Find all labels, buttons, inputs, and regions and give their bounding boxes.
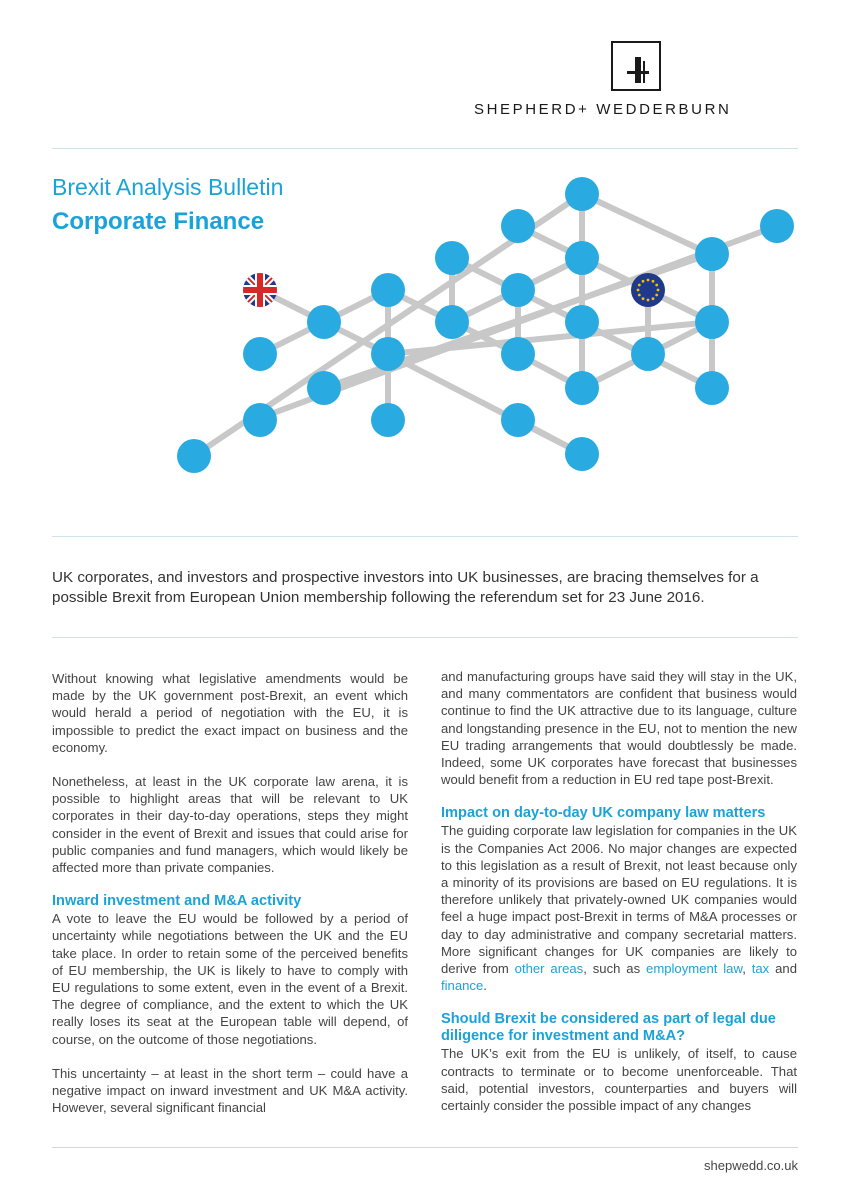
footer-website-link[interactable]: shepwedd.co.uk xyxy=(704,1158,798,1173)
network-node xyxy=(631,337,665,371)
network-node xyxy=(565,305,599,339)
network-node xyxy=(501,273,535,307)
network-node xyxy=(177,439,211,473)
bulletin-topic-title: Corporate Finance xyxy=(52,208,265,235)
heading-due-diligence: Should Brexit be considered as part of legal due diligence for investment and M&A? xyxy=(441,1011,776,1045)
network-node xyxy=(565,437,599,471)
left-column xyxy=(52,670,408,1133)
right-paragraph-3: The UK’s exit from the EU is unlikely, of itself, to cause contracts to terminate or to become unenforceable. That said, potential investors, counterparties and buyers will certainly consider the possible impact of any changes xyxy=(441,1046,797,1114)
network-node xyxy=(565,241,599,275)
brand-name: SHEPHERD+ WEDDERBURN xyxy=(474,101,732,118)
paragraph-text: , xyxy=(742,961,752,977)
header-divider xyxy=(52,148,798,149)
link-tax[interactable]: tax xyxy=(751,961,770,977)
network-node xyxy=(435,241,469,275)
intro-paragraph: UK corporates, and investors and prospective investors into UK businesses, are bracing themselves for a possible Brexit from European Union membership following the referendum set for 23 June 2016. xyxy=(52,569,759,606)
left-paragraph-4: This uncertainty – at least in the short term – could have a negative impact on inward investment and UK M&A activity. However, several significant financial xyxy=(52,1065,408,1116)
network-node xyxy=(695,371,729,405)
right-paragraph-1: and manufacturing groups have said they will stay in the UK, and many commentators are confident that business would continue to find the UK attractive due to its language, culture and longstanding presence in the EU, not to mention the new EU trading arrangements that would doubtlessly be made. Indeed, some UK corporates have forecast that businesses would benefit from a reduction in EU red tape post-Brexit. xyxy=(441,669,797,788)
link-finance[interactable]: finance xyxy=(441,978,484,994)
paragraph-text: . xyxy=(483,978,487,994)
network-node xyxy=(371,273,405,307)
network-node xyxy=(435,305,469,339)
network-node xyxy=(695,305,729,339)
paragraph-text: The guiding corporate law legislation for companies in the UK is the Companies Act 2006. No major changes are expected to this legislation as a result of Brexit, not least because only a minority of its provisions are based on EU regulations. It is therefore unlikely that privately-owned UK companies would feel a huge impact post-Brexit in terms of M&A processes or day to day administrative and company secretarial matters. More significant changes for UK companies are likely to derive from xyxy=(441,823,797,977)
intro-divider xyxy=(52,637,798,638)
network-node xyxy=(307,305,341,339)
network-node xyxy=(371,337,405,371)
network-edges xyxy=(194,194,777,456)
network-node xyxy=(371,403,405,437)
network-node xyxy=(243,337,277,371)
logo-icon xyxy=(613,43,659,89)
network-node xyxy=(565,371,599,405)
left-paragraph-2: Nonetheless, at least in the UK corporate law arena, it is possible to highlight areas that will be relevant to UK corporates in their day-to-day operations, steps they might consider in the event of Brexit and issues that could arise for public companies and fund managers, which would likely be affected more than private companies. xyxy=(52,774,408,876)
left-paragraph-1: Without knowing what legislative amendments would be made by the UK government post-Brexit, an event which would herald a period of negotiation with the EU, it is impossible to predict the exact impact on business and the economy. xyxy=(52,671,408,755)
paragraph-text: , such as xyxy=(583,961,647,977)
network-nodes xyxy=(177,177,794,473)
network-node xyxy=(501,337,535,371)
uk-flag-icon xyxy=(243,273,277,307)
link-employment-law[interactable]: employment law xyxy=(646,961,743,977)
heading-company-law: Impact on day-to-day UK company law matters xyxy=(441,805,766,822)
network-node xyxy=(307,371,341,405)
network-node xyxy=(695,237,729,271)
paragraph-text: and xyxy=(769,961,797,977)
link-other-areas[interactable]: other areas xyxy=(514,961,584,977)
right-column xyxy=(441,668,797,1131)
left-paragraph-3: A vote to leave the EU would be followed by a period of uncertainty while negotiations between the UK and the EU take place. In order to retain some of the perceived benefits of EU membership, the UK is likely to have to comply with EU regulations to some extent, even in the event of a Brexit. The degree of compliance, and the extent to which the UK really loses its seat at the European table will depend, of course, on the outcome of those negotiations. xyxy=(52,911,408,1047)
network-node xyxy=(243,403,277,437)
eu-flag-icon xyxy=(631,273,665,307)
network-graphic xyxy=(0,150,848,530)
heading-inward-investment: Inward investment and M&A activity xyxy=(52,893,302,910)
network-node xyxy=(760,209,794,243)
footer-divider xyxy=(52,1147,798,1148)
network-node xyxy=(501,209,535,243)
bulletin-series-title: Brexit Analysis Bulletin xyxy=(52,174,284,200)
network-node xyxy=(565,177,599,211)
brand-logo-mark xyxy=(611,41,661,91)
right-paragraph-2 xyxy=(441,822,797,994)
network-node xyxy=(501,403,535,437)
graphic-divider xyxy=(52,536,798,537)
